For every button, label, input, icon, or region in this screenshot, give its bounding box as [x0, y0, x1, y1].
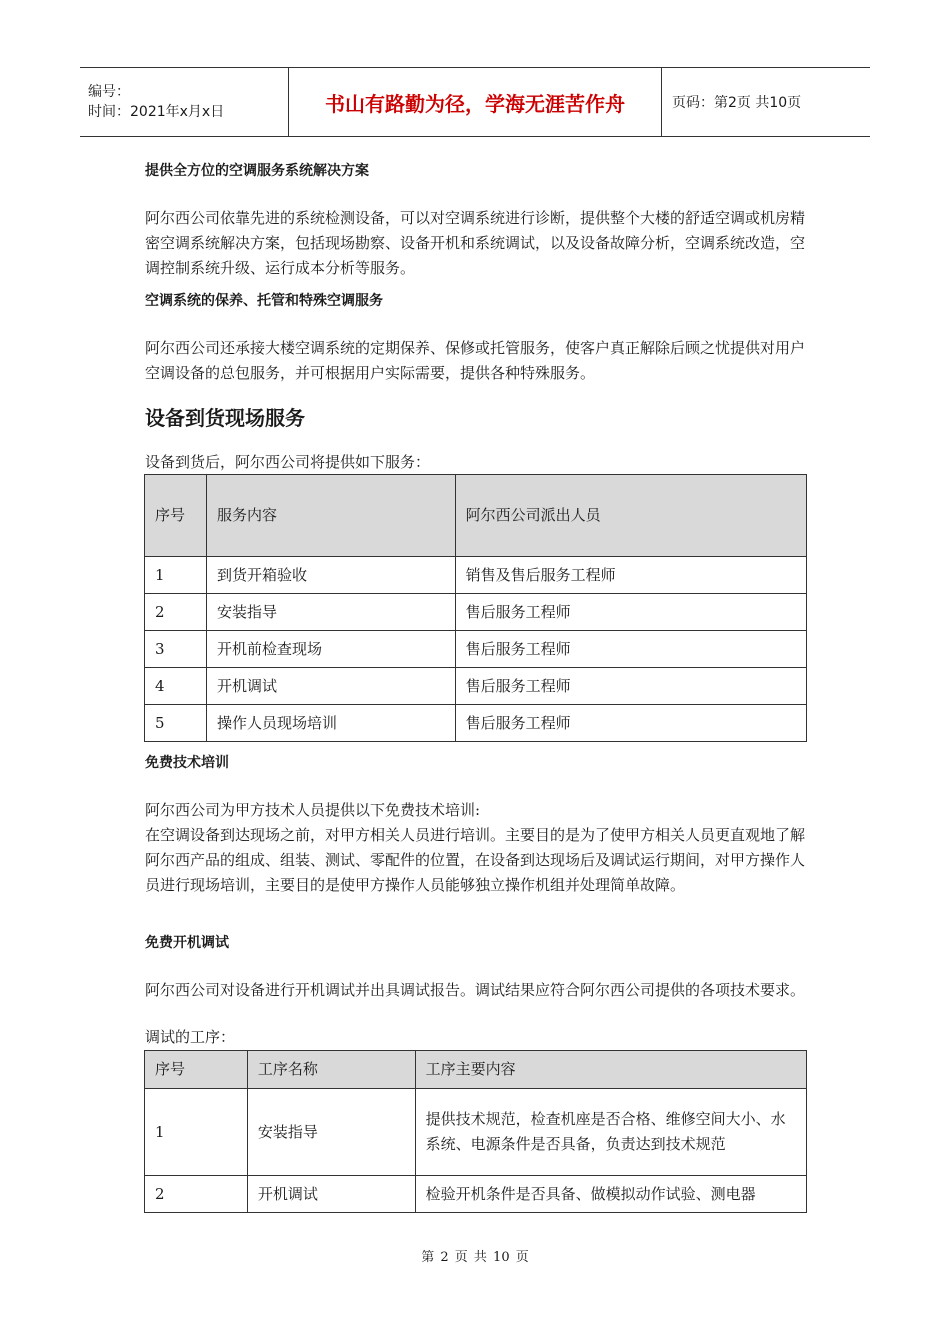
table-cell: 1: [145, 1089, 248, 1176]
table-header-cell: 阿尔西公司派出人员: [455, 475, 806, 557]
section-body-solutions: 阿尔西公司依靠先进的系统检测设备，可以对空调系统进行诊断，提供整个大楼的舒适空调或机房精密空调系统解决方案，包括现场勘察、设备开机和系统调试，以及设备故障分析，空调系统改造，空调控制系统升级、运行成本分析等服务。: [145, 209, 806, 277]
table-cell: 5: [145, 705, 207, 742]
table-cell: 4: [145, 668, 207, 705]
time-label: 时间：2021年x月x日: [88, 104, 225, 120]
header-page-code: 页码：第2页 共10页: [662, 68, 871, 137]
table-row: [145, 557, 807, 594]
section-title-solutions: 提供全方位的空调服务系统解决方案: [145, 163, 369, 179]
table-row: [145, 631, 807, 668]
table-cell: 2: [145, 594, 207, 631]
table-cell: 安装指导: [206, 594, 455, 631]
table-cell: 3: [145, 631, 207, 668]
table-header-cell: 服务内容: [206, 475, 455, 557]
table-cell: 到货开箱验收: [206, 557, 455, 594]
table-header-row: [145, 475, 807, 557]
table-header-cell: 序号: [145, 1051, 248, 1089]
table-row: [145, 1089, 807, 1176]
commissioning-procedure-table: [144, 1050, 807, 1213]
table-row: [145, 705, 807, 742]
table-row: [145, 594, 807, 631]
number-label: 编号：: [88, 84, 130, 100]
table-cell: 2: [145, 1176, 248, 1213]
table-cell: 售后服务工程师: [455, 705, 806, 742]
table-header-cell: 工序主要内容: [415, 1051, 806, 1089]
table-cell: 1: [145, 557, 207, 594]
table-header-row: [145, 1051, 807, 1089]
table-cell: 安装指导: [247, 1089, 415, 1176]
section-title-commissioning: 免费开机调试: [145, 935, 229, 951]
table-row: [145, 1176, 807, 1213]
onsite-service-table: [144, 474, 807, 742]
table-cell: 开机调试: [247, 1176, 415, 1213]
page-header: [80, 67, 870, 137]
header-info-cell: [80, 68, 289, 137]
table-cell: 销售及售后服务工程师: [455, 557, 806, 594]
table-cell: 操作人员现场培训: [206, 705, 455, 742]
section-body-training: 在空调设备到达现场之前，对甲方相关人员进行培训。主要目的是为了使甲方相关人员更直观地了解阿尔西产品的组成、组装、测试、零配件的位置，在设备到达现场后及调试运行期间，对甲方操作人员进行现场培训，主要目的是使甲方操作人员能够独立操作机组并处理简单故障。: [145, 826, 806, 894]
table-cell: 开机前检查现场: [206, 631, 455, 668]
table-header-cell: 工序名称: [247, 1051, 415, 1089]
section-title-training: 免费技术培训: [145, 755, 229, 771]
table-cell: 售后服务工程师: [455, 668, 806, 705]
section-body-maintenance: 阿尔西公司还承接大楼空调系统的定期保养、保修或托管服务，使客户真正解除后顾之忧提供对用户空调设备的总包服务，并可根据用户实际需要，提供各种特殊服务。: [145, 339, 806, 382]
table-cell: 开机调试: [206, 668, 455, 705]
table-cell: 售后服务工程师: [455, 631, 806, 668]
table-cell: 检验开机条件是否具备、做模拟动作试验、测电器: [415, 1176, 806, 1213]
section-title-onsite-service: 设备到货现场服务: [145, 406, 305, 430]
table-row: [145, 668, 807, 705]
page-footer: 第 2 页 共 10 页: [421, 1250, 529, 1265]
table-header-cell: 序号: [145, 475, 207, 557]
section-intro-onsite-service: 设备到货后，阿尔西公司将提供如下服务：: [145, 453, 431, 471]
table-cell: 提供技术规范，检查机座是否合格、维修空间大小、水系统、电源条件是否具备，负责达到技术规范: [415, 1089, 806, 1176]
header-motto: 书山有路勤为径，学海无涯苦作舟: [289, 68, 662, 137]
section-body-training-intro: 阿尔西公司为甲方技术人员提供以下免费技术培训:: [145, 801, 481, 819]
section-title-maintenance: 空调系统的保养、托管和特殊空调服务: [145, 293, 383, 309]
table-cell: 售后服务工程师: [455, 594, 806, 631]
section-intro-procedure: 调试的工序：: [145, 1028, 236, 1046]
section-body-commissioning: 阿尔西公司对设备进行开机调试并出具调试报告。调试结果应符合阿尔西公司提供的各项技术要求。: [145, 981, 806, 999]
